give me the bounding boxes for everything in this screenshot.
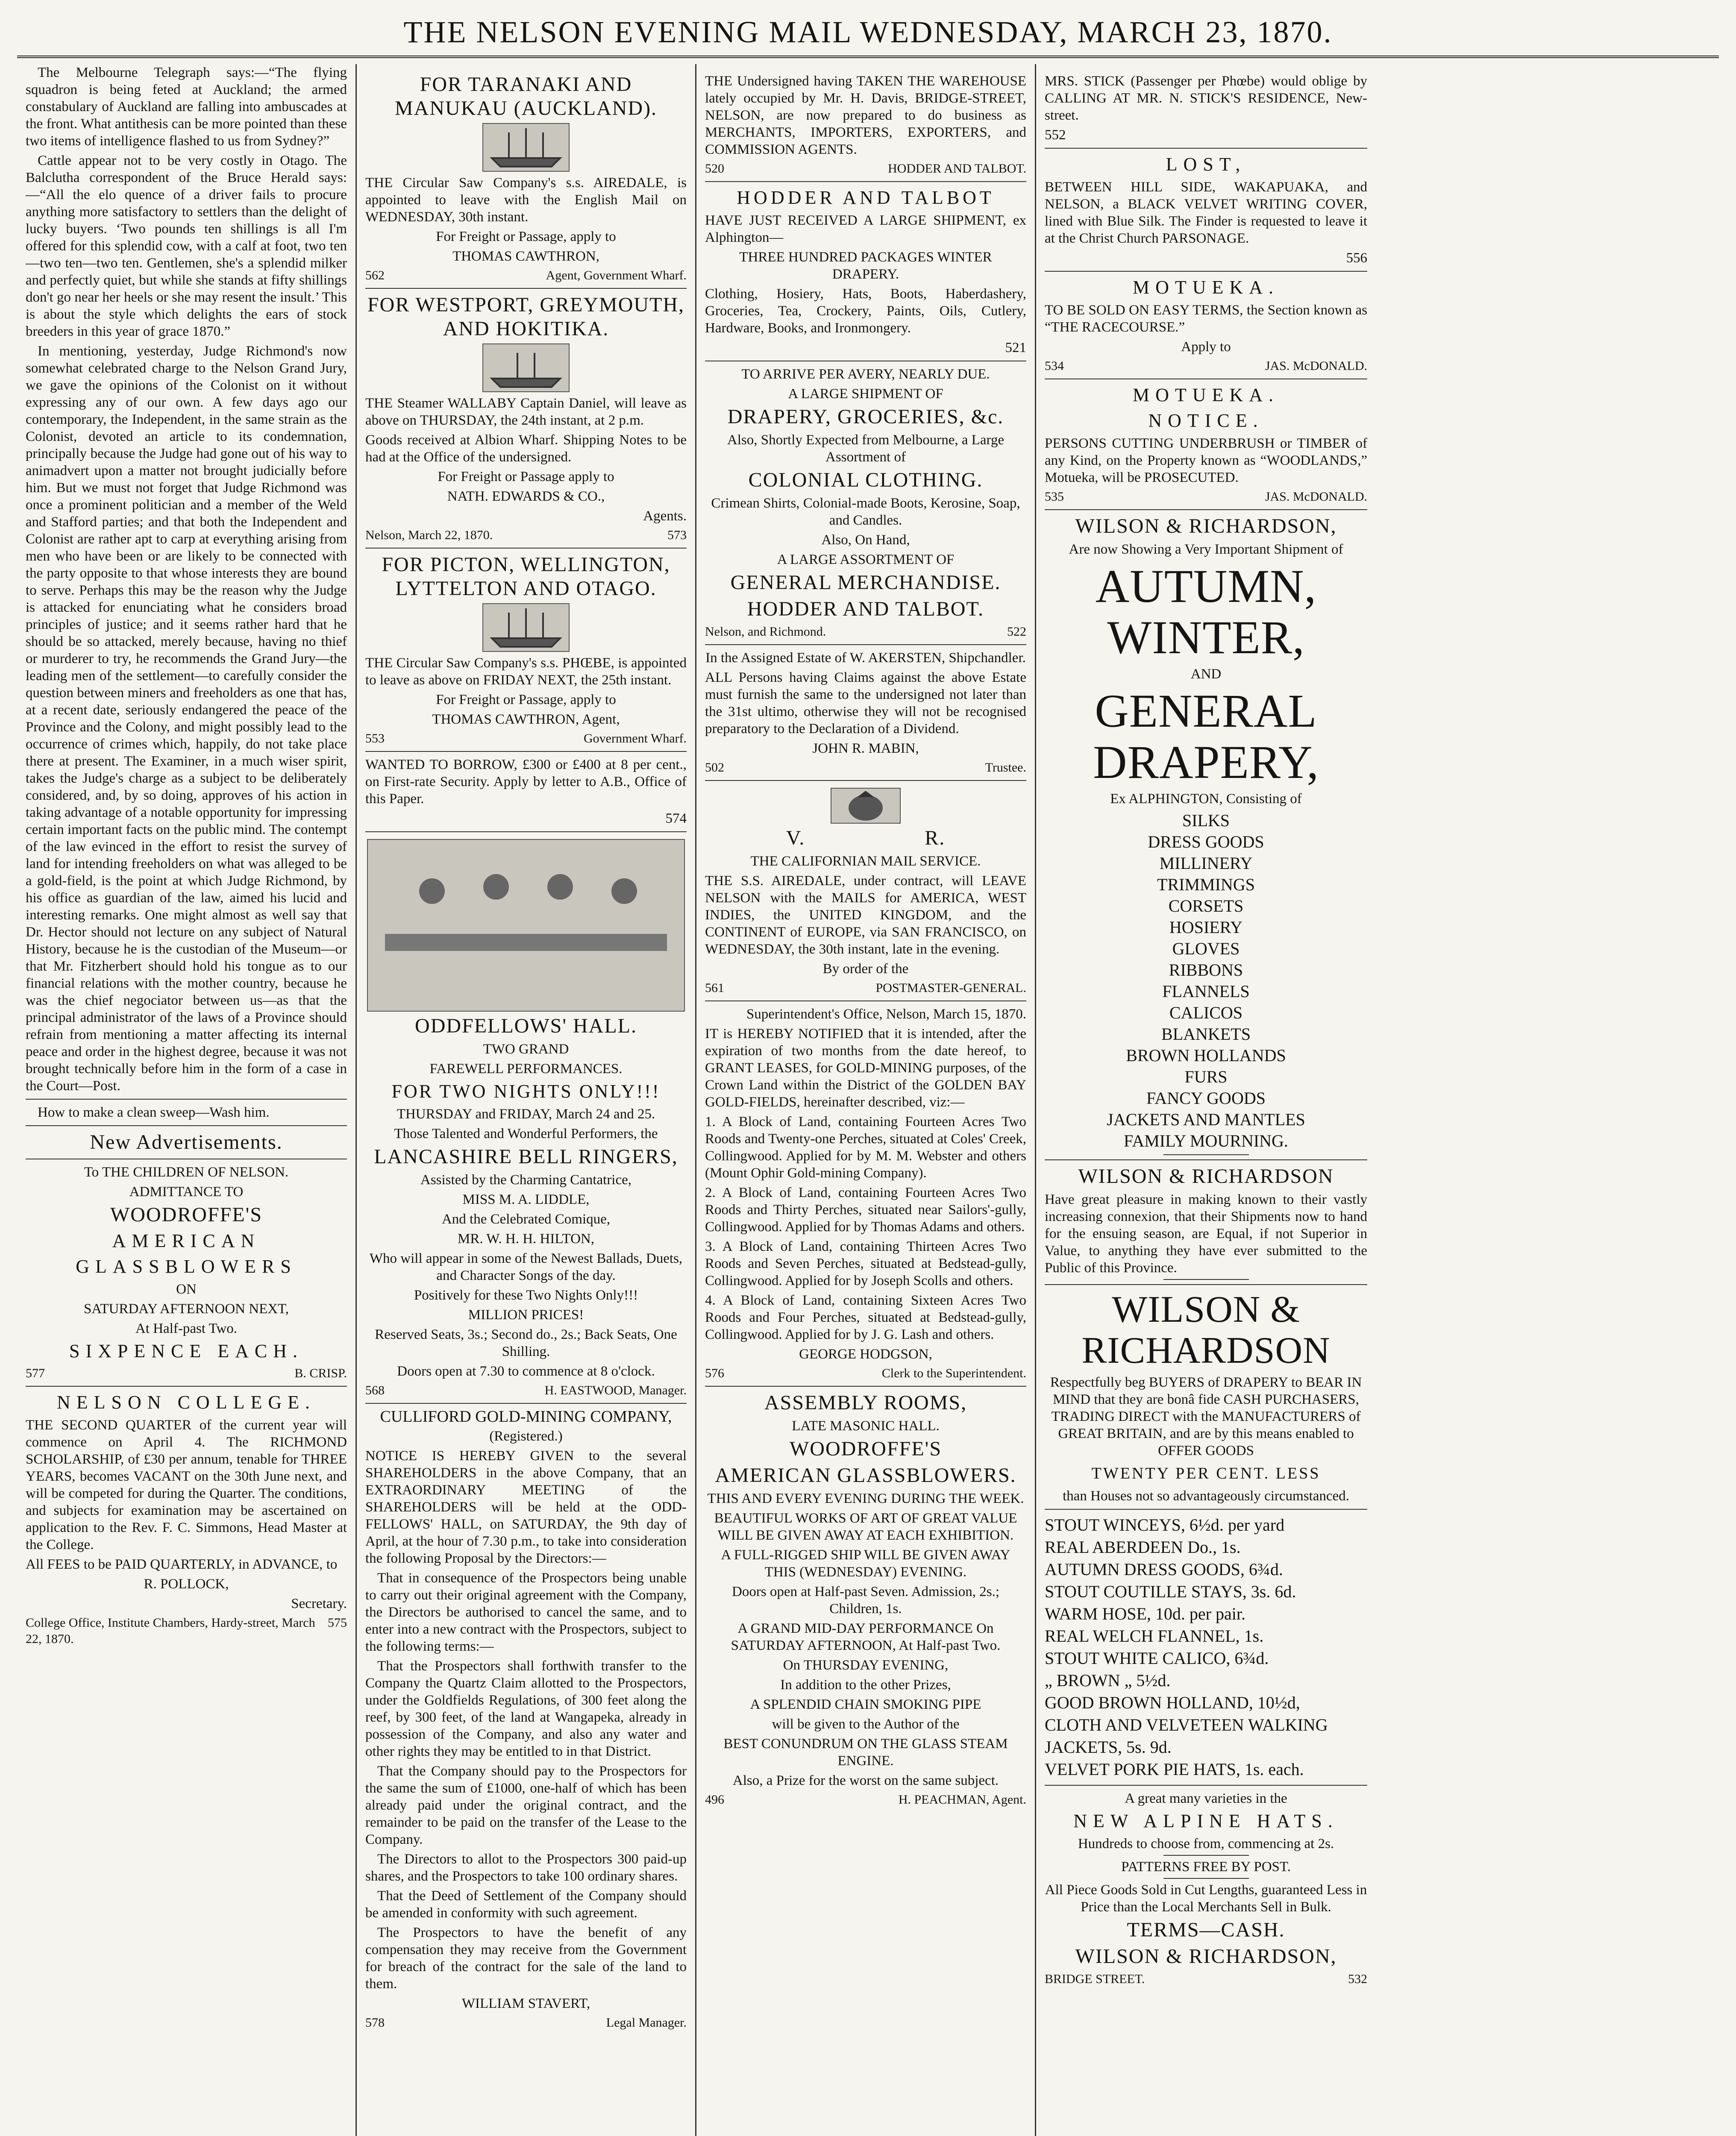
list-item: FURS: [1184, 1067, 1228, 1086]
ad-body: Have great pleasure in making known to their vastly increasing connexion, that their Shipments now to hand for the ensuing season, are Equal, if not Superior in Value, to anything they have ever submitted to the Public of this Province.: [1045, 1192, 1367, 1276]
ad-than: than Houses not so advantageously circumstanced.: [1063, 1488, 1349, 1504]
price-item: GOOD BROWN HOLLAND, 10½d,: [1045, 1693, 1300, 1712]
ad-signature: H. EASTWOOD, Manager.: [544, 1383, 687, 1397]
cull-para: That the Company should pay to the Prospectors for the same the sum of £1000, one-half of which has been already paid under the original contract, and the remainder to be paid on the transfer of the Lease to the Company.: [365, 1763, 687, 1847]
ad-signature: GEORGE HODGSON,: [799, 1347, 932, 1362]
ad-body: Respectfully beg BUYERS of DRAPERY to BEAR IN MIND that they are bonâ fide CASH PURCHASERS, TRADING DIRECT with the MANUFACTURERS of GREAT BRITAIN, and are by this means enabled to OFFER GOODS: [1050, 1375, 1362, 1458]
alpine-hats: NEW ALPINE HATS.: [1073, 1810, 1339, 1831]
ad-number: 578: [365, 2016, 385, 2030]
ad-date: Nelson, March 22, 1870.: [365, 528, 493, 542]
divider: [1163, 1154, 1249, 1155]
avery-line: A LARGE SHIPMENT OF: [788, 386, 943, 402]
ad-role: Government Wharf.: [583, 731, 687, 745]
ad-footer: [365, 527, 687, 543]
bell-ringers-engraving: [367, 839, 685, 1012]
divider: [1163, 1279, 1249, 1280]
cull-para: That the Prospectors shall forthwith transfer to the Company the Quartz Claim allotted to the Prospectors, under the Goldfields Regulations, of 300 feet along the reef, by 300 feet, of the land at Wangapeka, already in possession of the Company, and also any water and other rights they may be entitled to in that District.: [365, 1658, 687, 1759]
list-item: FAMILY MOURNING.: [1124, 1131, 1288, 1150]
ad-signature: JAS. McDONALD.: [1265, 490, 1367, 504]
assembly-line: Doors open at Half-past Seven. Admission, 2s.; Children, 1s.: [731, 1584, 1000, 1617]
ad-body: IT is HEREBY NOTIFIED that it is intended, after the expiration of two months from the date hereof, to GRANT LEASES, for GOLD-MINING purposes, of the Crown Land within the District of the GOLDEN BAY GOLD-FIELDS, hereinafter described, viz:—: [705, 1026, 1026, 1110]
ad-number: 552: [1045, 127, 1066, 143]
college-body: THE SECOND QUARTER of the current year will commence on April 4. The RICHMOND SCHOLARSHIP, of £30 per annum, tenable for THREE YEARS, becomes VACANT on the 30th June next, and will be competed for during the Quarter. The conditions, and subjects for examination may be ascertained on application to the Rev. F. C. Simmons, Head Master at the College.: [26, 1417, 347, 1552]
ad-wilson-richardson-buyers: [1045, 1284, 1367, 1505]
ad-title: HODDER AND TALBOT: [737, 187, 995, 208]
ad-signature: H. PEACHMAN, Agent.: [898, 1793, 1026, 1807]
ad-ex: Ex ALPHINGTON, Consisting of: [1110, 791, 1302, 807]
ad-gold-leases: [705, 1001, 1026, 1382]
ad-title: FOR TARANAKI AND MANUKAU (AUCKLAND).: [395, 73, 657, 120]
ad-footer: [705, 624, 1026, 640]
editorial-paragraph: Cattle appear not to be very costly in Otago. The Balclutha correspondent of the Bruce Herald says:—“All the elo quence of a driver fails to procure anything more satisfactory to settlers than the delight of lucky buyers. ‘Two pounds ten shillings is all I'm offered for this splendid cow, with a calf at foot, two ten—two ten—two ten. Gentlemen, she's a splendid milker and perfectly quiet, but while she stands at fifty shillings don't go near her heels or she may resent the insult.’ This is about the style which delights the ears of stock breeders in this year of grace 1870.”: [26, 153, 347, 339]
odd-line: Positively for these Two Nights Only!!!: [414, 1288, 638, 1303]
price-item: STOUT WHITE CALICO, 6¾d.: [1045, 1649, 1269, 1668]
ad-signature: POSTMASTER-GENERAL.: [875, 981, 1026, 995]
ad-number: 522: [1007, 625, 1026, 639]
ad-apply: Apply to: [1181, 339, 1231, 355]
ad-number: 521: [1005, 340, 1026, 355]
ad-number: 573: [667, 528, 687, 542]
ad-hodder-warehouse: [705, 68, 1026, 177]
assembly-line: A FULL-RIGGED SHIP WILL BE GIVEN AWAY THIS (WEDNESDAY) EVENING.: [721, 1547, 1010, 1580]
odd-line: Reserved Seats, 3s.; Second do., 2s.; Back Seats, One Shilling.: [375, 1327, 677, 1359]
ad-footer: [705, 1365, 1026, 1382]
ad-footer: [705, 161, 1026, 177]
ad-title: CULLIFORD GOLD-MINING COMPANY,: [380, 1408, 672, 1426]
ad-footer: [1045, 489, 1367, 505]
ad-role: Legal Manager.: [606, 2016, 687, 2030]
list-item: CORSETS: [1168, 896, 1244, 915]
ad-airedale: [365, 68, 687, 284]
odd-line: MISS M. A. LIDDLE,: [462, 1192, 590, 1207]
list-item: FANCY GOODS: [1146, 1089, 1266, 1108]
ad-wallaby: [365, 288, 687, 543]
cull-para: That the Deed of Settlement of the Company should be amended in conformity with such agreement.: [365, 1888, 687, 1921]
varieties: A great many varieties in the: [1125, 1791, 1287, 1806]
ad-title: WILSON & RICHARDSON: [1081, 1289, 1331, 1371]
price-item: CLOTH AND VELVETEEN WALKING JACKETS, 5s. 9d.: [1045, 1715, 1328, 1757]
ad-footer: [1045, 1971, 1367, 1987]
ship-icon: [482, 343, 570, 392]
list-item: MILLINERY: [1159, 854, 1253, 873]
list-item: FLANNELS: [1162, 982, 1250, 1001]
children-line: SIXPENCE EACH.: [69, 1341, 304, 1361]
cull-para: The Directors to allot to the Prospectors 300 paid-up shares, and the Prospectors to take 100 ordinary shares.: [365, 1851, 687, 1884]
ad-body: PERSONS CUTTING UNDERBRUSH or TIMBER of any Kind, on the Property known as “WOODLANDS,” Motueka, will be PROSECUTED.: [1045, 436, 1367, 485]
ad-head: THREE HUNDRED PACKAGES WINTER DRAPERY.: [739, 249, 992, 282]
sweep-note: [26, 1099, 347, 1121]
ad-role: Trustee.: [985, 760, 1026, 775]
list-item: CALICOS: [1169, 1003, 1243, 1022]
odd-line: Those Talented and Wonderful Performers, the: [394, 1126, 658, 1141]
ad-and: AND: [1190, 666, 1222, 682]
ad-number: 556: [1346, 250, 1367, 266]
ad-head: Superintendent's Office, Nelson, March 15, 1870.: [746, 1006, 1026, 1022]
ad-footer: [26, 1615, 347, 1647]
odd-line: Doors open at 7.30 to commence at 8 o'clock.: [397, 1364, 655, 1379]
ad-motueka-sale: [1045, 271, 1367, 374]
ad-title: In the Assigned Estate of W. AKERSTEN, Shipchandler.: [705, 650, 1026, 666]
ad-motueka-notice: [1045, 378, 1367, 505]
odd-line: FAREWELL PERFORMANCES.: [429, 1061, 623, 1077]
ad-number: 562: [365, 268, 385, 282]
college-role: Secretary.: [291, 1596, 347, 1611]
price-item: STOUT WINCEYS, 6½d. per yard: [1045, 1515, 1285, 1535]
ad-body: MRS. STICK (Passenger per Phœbe) would oblige by CALLING AT MR. N. STICK'S RESIDENCE, New-street.: [1045, 73, 1367, 123]
ad-body: ALL Persons having Claims against the above Estate must furnish the same to the undersigned not later than the 31st ultimo, otherwise they will not be recognised preparatory to the Declaration of a Dividend.: [705, 670, 1026, 736]
assembly-line: WOODROFFE'S: [789, 1438, 942, 1460]
price-item: WARM HOSE, 10d. per pair.: [1045, 1604, 1245, 1623]
ad-headline: AUTUMN, WINTER,: [1095, 560, 1317, 663]
ad-number: 576: [705, 1366, 724, 1380]
new-ads-heading: [26, 1125, 347, 1154]
ad-title: WILSON & RICHARDSON,: [1075, 515, 1337, 537]
odd-line: MILLION PRICES!: [468, 1307, 584, 1323]
ad-body: THE Steamer WALLABY Captain Daniel, will leave as above on THURSDAY, the 24th instant, at 2 p.m.: [365, 396, 687, 428]
ad-agent: NATH. EDWARDS & CO.,: [447, 489, 605, 504]
ad-number: 520: [705, 161, 724, 176]
lease-item: 3. A Block of Land, containing Thirteen Acres Two Roods and Seven Perches, situated at Bedstead-gully, Collingwood. Applied for by Joseph Scolls and others.: [705, 1239, 1026, 1288]
ad-less: TWENTY PER CENT. LESS: [1091, 1464, 1321, 1482]
ad-role: Agent, Government Wharf.: [546, 268, 687, 282]
ad-number: 575: [328, 1616, 347, 1630]
odd-line: ODDFELLOWS' HALL.: [415, 1015, 637, 1037]
ad-title: WILSON & RICHARDSON: [1078, 1165, 1334, 1188]
masthead: THE NELSON EVENING MAIL WEDNESDAY, MARCH 23, 1870.: [17, 9, 1719, 58]
list-item: DRESS GOODS: [1148, 832, 1264, 851]
ad-number: 535: [1045, 490, 1064, 504]
ad-children: [26, 1159, 347, 1382]
ship-icon: [482, 603, 570, 652]
ad-notice: NOTICE.: [1148, 410, 1264, 431]
ad-signature: JAS. McDONALD.: [1265, 359, 1367, 373]
list-item: JACKETS AND MANTLES: [1107, 1110, 1305, 1129]
ad-body: THE Circular Saw Company's s.s. PHŒBE, is appointed to leave as above on FRIDAY NEXT, the 25th instant.: [365, 655, 687, 688]
avery-line: GENERAL MERCHANDISE.: [730, 571, 1001, 594]
avery-line: Also, Shortly Expected from Melbourne, a Large Assortment of: [727, 432, 1005, 465]
college-title: NELSON COLLEGE.: [57, 1392, 316, 1413]
ship-icon: [482, 123, 570, 172]
ad-hodder-shipment: [705, 181, 1026, 356]
children-line: SATURDAY AFTERNOON NEXT,: [83, 1301, 289, 1317]
ad-stick: [1045, 68, 1367, 144]
ad-footer: [365, 2015, 687, 2031]
ad-title: MOTUEKA.: [1133, 277, 1279, 298]
ad-title: THE CALIFORNIAN MAIL SERVICE.: [750, 854, 981, 869]
ad-oddfellows: [365, 831, 687, 1399]
ad-intro: Are now Showing a Very Important Shipment of: [1069, 542, 1343, 557]
list-item: RIBBONS: [1169, 960, 1243, 980]
assembly-line: A SPLENDID CHAIN SMOKING PIPE: [750, 1697, 981, 1712]
cull-para: That in consequence of the Prospectors being unable to carry out their original agreement with the Company, the Directors be authorised to cancel the same, and to enter into a new contract with the Prospectors, subject to the following terms:—: [365, 1570, 687, 1654]
assembly-line: A GRAND MID-DAY PERFORMANCE On SATURDAY AFTERNOON, At Half-past Two.: [731, 1621, 1001, 1653]
ad-subtitle: (Registered.): [489, 1429, 563, 1444]
assembly-line: In addition to the other Prizes,: [780, 1677, 951, 1693]
ad-number: 534: [1045, 359, 1064, 373]
odd-line: FOR TWO NIGHTS ONLY!!!: [391, 1081, 661, 1102]
ad-agent: THOMAS CAWTHRON, Agent,: [432, 712, 620, 727]
final-firm: WILSON & RICHARDSON,: [1075, 1945, 1337, 1968]
ad-body: HAVE JUST RECEIVED A LARGE SHIPMENT, ex Alphington—: [705, 213, 1026, 245]
ad-wilson-richardson-pleasure: [1045, 1159, 1367, 1280]
ad-body: WANTED TO BORROW, £300 or £400 at 8 per cent., on First-rate Security. Apply by letter to A.B., Office of this Paper.: [365, 757, 687, 807]
odd-line: And the Celebrated Comique,: [441, 1212, 611, 1227]
ad-agent: THOMAS CAWTHRON,: [452, 249, 599, 264]
ad-number: 502: [705, 760, 724, 775]
editorial-paragraph: In mentioning, yesterday, Judge Richmond's now somewhat celebrated charge to the Nelson Grand Jury, we gave the opinions of the Colonist on it without expressing any of our own. A few days ago our contemporary, the Independent, in the same strain as the Colonist, devoted an article to its condemnation, principally because the Judge had gone out of his way to animadvert upon a matter not brought judicially before him. But we must not forget that Judge Richmond was once a prominent politician and a member of the Weld and Stafford parties; and that both the Independent and Colonist are rather apt to carp at everything arising from men who have been or are likely to be connected with the party opposite to that whose interests they are bound to serve. Perhaps this may be the reason why the Judge is attacked for enunciating what he considers broad principles of justice; and it seems rather hard that he should be so attacked, merely because, having no thief or murderer to try, he recommends the Grand Jury—the leading men of the settlement—to carefully consider the question between miners and freeholders as one that has, at a recent date, seriously endangered the peace of the Province and the Colony, and might possibly lead to the occurrence of crimes which, happily, do not take place there at present. The Examiner, in a much wiser spirit, takes the Judge's charge as a subject to be deliberately considered, and, by so doing, approves of his action in taking advantage of a notable opportunity for impressing certain important facts on the public mind. The contempt of the law evinced in the effort to resist the survey of land for intending freeholders on what was alleged to be a gold-field, is the point at which Judge Richmond, by his office as guardian of the law, aimed his lucid and interesting remarks. One might almost as well say that Dr. Hector should not lecture on any subject of Natural History, because he is the custodian of the Museum—or that Mr. Fitzherbert should hold his tongue as to our financial relations with the mother country, because he was the chief negociator between us—as that the principal administrator of the laws of a Province should refrain from mentioning a matter affecting its internal peace and order in the highest degree, because it was not brought technically before him in the form of a case in the Court—Post.: [26, 343, 347, 1094]
ad-hats: [1045, 1785, 1367, 1987]
ad-body: THE S.S. AIREDALE, under contract, will LEAVE NELSON with the MAILS for AMERICA, WEST INDIES, the UNITED KINGDOM, and the CONTINENT of EUROPE, via SAN FRANCISCO, on WEDNESDAY, the 30th instant, late in the evening.: [705, 873, 1026, 957]
ad-lost: [1045, 148, 1367, 267]
children-line: At Half-past Two.: [135, 1321, 238, 1336]
assembly-line: will be given to the Author of the: [772, 1716, 960, 1732]
price-item: AUTUMN DRESS GOODS, 6¾d.: [1045, 1560, 1283, 1579]
piece-goods: All Piece Goods Sold in Cut Lengths, guaranteed Less in Price than the Local Merchants Sell in Bulk.: [1045, 1882, 1367, 1915]
price-item: REAL WELCH FLANNEL, 1s.: [1045, 1626, 1264, 1646]
avery-line: TO ARRIVE PER AVERY, NEARLY DUE.: [741, 367, 990, 382]
college-sign: R. POLLOCK,: [144, 1576, 229, 1592]
vr-line: V. R.: [786, 827, 946, 849]
cull-para: The Prospectors to have the benefit of any compensation they may receive from the Government for breach of the contract for the sale of the land to them.: [365, 1925, 687, 1992]
ad-footer: [705, 1792, 1026, 1808]
price-item: „ BROWN „ 5½d.: [1045, 1671, 1171, 1690]
patterns: PATTERNS FREE BY POST.: [1121, 1859, 1291, 1875]
ad-street: BRIDGE STREET.: [1045, 1972, 1145, 1986]
ad-college: [26, 1386, 347, 1647]
editorial: [26, 64, 347, 1094]
children-line: GLASSBLOWERS: [76, 1256, 297, 1277]
ad-role: Agents.: [643, 508, 687, 524]
ad-phoebe: [365, 548, 687, 747]
ad-number: 561: [705, 981, 724, 995]
column-1: [17, 64, 357, 2136]
college-footer: College Office, Institute Chambers, Hardy-street, March 22, 1870.: [26, 1616, 315, 1646]
college-fees: All FEES to be PAID QUARTERLY, in ADVANCE, to: [26, 1557, 338, 1572]
sweep-text: How to make a clean sweep—Wash him.: [38, 1105, 270, 1120]
ad-place: Nelson, and Richmond.: [705, 625, 826, 639]
ad-signature: B. CRISP.: [294, 1366, 347, 1380]
ad-culliford: [365, 1403, 687, 2031]
odd-line: THURSDAY and FRIDAY, March 24 and 25.: [397, 1106, 655, 1122]
ad-headline: GENERAL DRAPERY,: [1093, 685, 1319, 788]
editorial-paragraph: The Melbourne Telegraph says:—“The flying squadron is being feted at Auckland; the armed constabulary of Auckland are falling into ambuscades at the front. What antithesis can be more pointed than these two items of intelligence flashed to us from Sydney?”: [26, 65, 347, 149]
column-3: [696, 64, 1036, 2136]
price-item: REAL ABERDEEN Do., 1s.: [1045, 1537, 1241, 1557]
price-list: [1045, 1509, 1367, 1781]
ad-number: 532: [1348, 1972, 1367, 1986]
ad-assembly-rooms: [705, 1386, 1026, 1808]
children-line: ON: [176, 1282, 197, 1297]
price-item: STOUT COUTILLE STAYS, 3s. 6d.: [1045, 1582, 1296, 1601]
ad-role: Clerk to the Superintendent.: [881, 1366, 1026, 1380]
ad-freight: For Freight or Passage, apply to: [436, 229, 616, 244]
list-item: SILKS: [1182, 811, 1230, 830]
ad-title: MOTUEKA.: [1133, 384, 1279, 405]
ad-freight: For Freight or Passage, apply to: [436, 692, 616, 707]
odd-line: MR. W. H. H. HILTON,: [458, 1231, 594, 1247]
children-line: To THE CHILDREN OF NELSON.: [84, 1165, 289, 1180]
cull-para: NOTICE IS HEREBY GIVEN to the several SHAREHOLDERS in the above Company, that an EXTRAORDINARY MEETING of the SHAREHOLDERS will be held at the ODD-FELLOWS' HALL, on SATURDAY, the 9th day of April, at the hour of 7.30 p.m., to take into consideration the following Proposal by the Directors:—: [365, 1448, 687, 1566]
avery-line: DRAPERY, GROCERIES, &c.: [727, 405, 1004, 428]
avery-line: COLONIAL CLOTHING.: [748, 469, 983, 491]
ad-body: THE Circular Saw Company's s.s. AIREDALE, is appointed to leave with the English Mail on WEDNESDAY, 30th instant.: [365, 175, 687, 225]
assembly-line: THIS AND EVERY EVENING DURING THE WEEK.: [707, 1491, 1024, 1506]
list-item: HOSIERY: [1169, 918, 1243, 937]
children-line: AMERICAN: [112, 1230, 261, 1251]
list-item: BROWN HOLLANDS: [1126, 1046, 1286, 1065]
avery-line: Also, On Hand,: [821, 532, 910, 548]
lease-item: 4. A Block of Land, containing Sixteen Acres Two Roods and Four Perches, situated at Bedstead-gully, Collingwood. Applied for by J. G. Lash and others.: [705, 1293, 1026, 1342]
new-ads-title: New Advertisements.: [90, 1131, 283, 1153]
ad-body: BETWEEN HILL SIDE, WAKAPUAKA, and NELSON, a BLACK VELVET WRITING COVER, lined with Blue Silk. The Finder is requested to leave it at the Christ Church PARSONAGE.: [1045, 179, 1367, 246]
avery-line: Crimean Shirts, Colonial-made Boots, Kerosine, Soap, and Candles.: [711, 496, 1020, 528]
terms: TERMS—CASH.: [1127, 1919, 1285, 1941]
ad-list: Clothing, Hosiery, Hats, Boots, Haberdashery, Groceries, Tea, Crockery, Paints, Oils, Cutlery, Hardware, Books, and Ironmongery.: [705, 286, 1026, 336]
ad-title: FOR PICTON, WELLINGTON, LYTTELTON AND OTAGO.: [382, 553, 670, 600]
divider: [1163, 1878, 1249, 1879]
assembly-line: AMERICAN GLASSBLOWERS.: [715, 1464, 1016, 1487]
column-4: [1036, 64, 1376, 2136]
ad-footer: [1045, 358, 1367, 374]
ad-wanted: [365, 751, 687, 827]
children-line: ADMITTANCE TO: [129, 1184, 244, 1200]
ad-signature: JOHN R. MABIN,: [812, 741, 919, 756]
list-item: TRIMMINGS: [1157, 875, 1255, 894]
avery-line: HODDER AND TALBOT.: [747, 598, 984, 620]
price-item: VELVET PORK PIE HATS, 1s. each.: [1045, 1760, 1304, 1779]
royal-crest-icon: [831, 788, 901, 824]
assembly-line: ASSEMBLY ROOMS,: [764, 1391, 967, 1414]
ad-wilson-richardson-drapery: [1045, 509, 1367, 1155]
ad-goods: Goods received at Albion Wharf. Shipping Notes to be had at the Office of the undersigned.: [365, 432, 687, 465]
columns: [17, 64, 1719, 2136]
hundreds: Hundreds to choose from, commencing at 2s.: [1078, 1836, 1334, 1851]
ad-signature: HODDER AND TALBOT.: [888, 161, 1026, 176]
divider: [1163, 1855, 1249, 1856]
ad-number: 553: [365, 731, 385, 745]
ad-number: 496: [705, 1793, 724, 1807]
ad-body: TO BE SOLD ON EASY TERMS, the Section known as “THE RACECOURSE.”: [1045, 302, 1367, 335]
assembly-line: BEST CONUNDRUM ON THE GLASS STEAM ENGINE.: [723, 1736, 1008, 1769]
column-2: [357, 64, 696, 2136]
ad-freight: For Freight or Passage apply to: [438, 469, 614, 484]
ad-footer: [365, 267, 687, 284]
ad-title: FOR WESTPORT, GREYMOUTH, AND HOKITIKA.: [367, 293, 685, 340]
odd-line: TWO GRAND: [483, 1042, 569, 1057]
ad-avery: [705, 361, 1026, 640]
ad-order: By order of the: [822, 961, 909, 977]
children-line: WOODROFFE'S: [110, 1203, 263, 1226]
ad-footer: [26, 1365, 347, 1382]
odd-line: Who will appear in some of the Newest Ballads, Duets, and Character Songs of the day.: [369, 1251, 683, 1283]
ad-akersten: [705, 644, 1026, 776]
ad-mail-service: [705, 780, 1026, 996]
ad-footer: [365, 1382, 687, 1399]
ad-footer: [365, 731, 687, 747]
ad-number: 568: [365, 1383, 385, 1397]
lease-item: 2. A Block of Land, containing Fourteen Acres Two Roods and Thirty Perches, situated near Sailors'-gully, Collingwood. Applied for by Thomas Adams and others.: [705, 1185, 1026, 1235]
odd-line: Assisted by the Charming Cantatrice,: [420, 1172, 632, 1188]
ad-signature: WILLIAM STAVERT,: [461, 1996, 590, 2011]
ad-footer: [705, 760, 1026, 776]
assembly-line: On THURSDAY EVENING,: [783, 1658, 949, 1673]
odd-line: LANCASHIRE BELL RINGERS,: [374, 1145, 678, 1168]
lease-item: 1. A Block of Land, containing Fourteen Acres Two Roods and Twenty-one Perches, situated at Coles' Creek, Collingwood. Applied for by M. M. Webster and others (Mount Ophir Gold-mining Company).: [705, 1114, 1026, 1181]
ad-title: LOST,: [1166, 154, 1246, 175]
assembly-line: Also, a Prize for the worst on the same subject.: [732, 1773, 999, 1788]
ad-body: THE Undersigned having TAKEN THE WAREHOUSE lately occupied by Mr. H. Davis, BRIDGE-STREET, NELSON, are now prepared to do business as MERCHANTS, IMPORTERS, EXPORTERS, and COMMISSION AGENTS.: [705, 73, 1026, 157]
ad-footer: [705, 980, 1026, 996]
assembly-line: LATE MASONIC HALL.: [792, 1418, 940, 1434]
avery-line: A LARGE ASSORTMENT OF: [777, 552, 955, 567]
ad-number: 574: [665, 811, 687, 826]
list-item: GLOVES: [1172, 939, 1240, 958]
ad-number: 577: [26, 1366, 45, 1380]
list-item: BLANKETS: [1161, 1024, 1251, 1044]
drapery-list: [1045, 810, 1367, 1152]
assembly-line: BEAUTIFUL WORKS OF ART OF GREAT VALUE WILL BE GIVEN AWAY AT EACH EXHIBITION.: [714, 1511, 1017, 1543]
